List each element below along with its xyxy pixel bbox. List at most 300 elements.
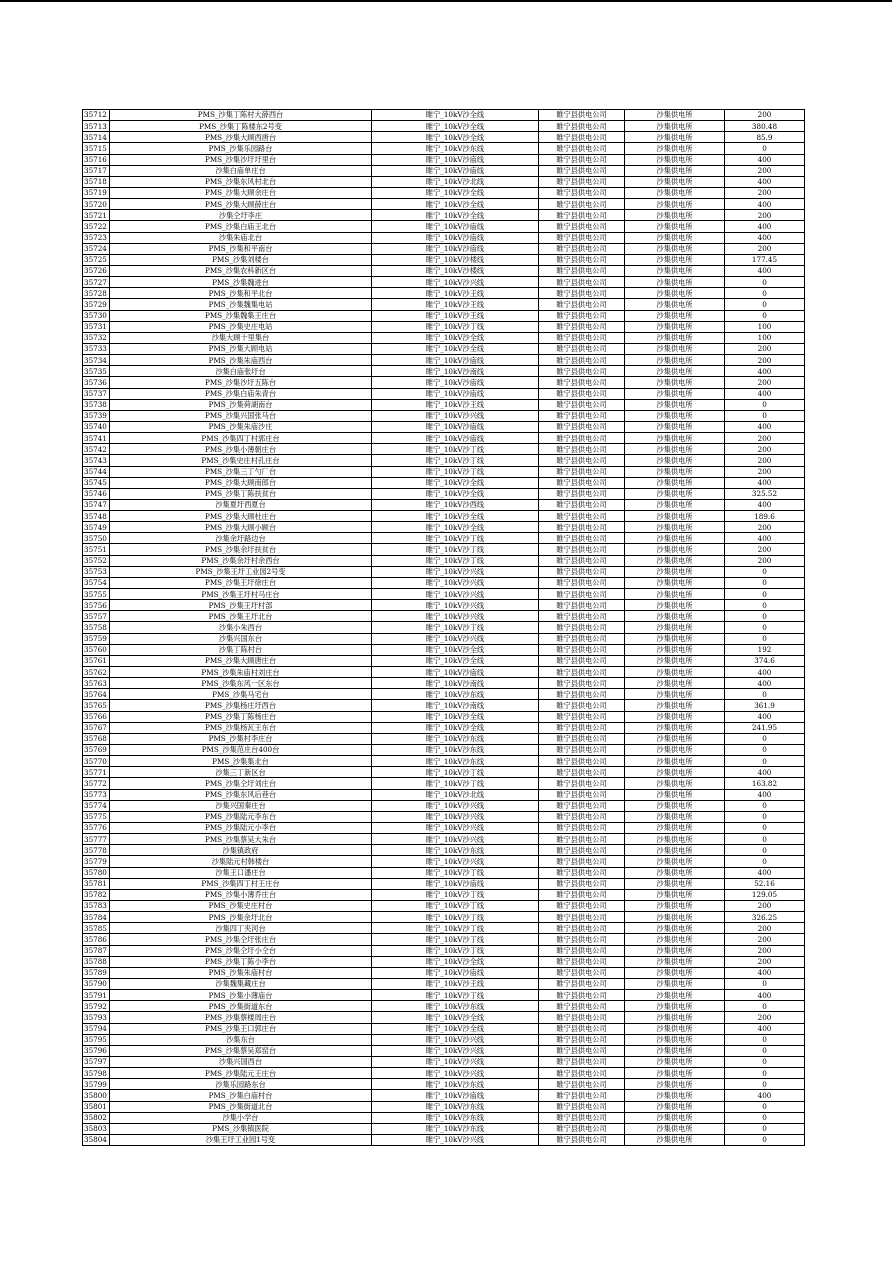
value-cell: 0 [725, 811, 805, 822]
office-cell: 沙集供电所 [625, 232, 725, 243]
office-cell: 沙集供电所 [625, 522, 725, 533]
table-row [83, 856, 805, 867]
company-cell: 睢宁县供电公司 [539, 221, 625, 232]
line-name-cell: 睢宁_10kV沙东线 [372, 1001, 539, 1012]
row-id-cell: 35742 [83, 444, 110, 455]
office-cell: 沙集供电所 [625, 967, 725, 978]
page-top-border [0, 0, 892, 2]
line-name-cell: 睢宁_10kV沙兴线 [372, 834, 539, 845]
office-cell: 沙集供电所 [625, 722, 725, 733]
row-id-cell: 35730 [83, 310, 110, 321]
table-row [83, 845, 805, 856]
row-id-cell: 35799 [83, 1079, 110, 1090]
line-name-cell: 睢宁_10kV沙东线 [372, 756, 539, 767]
table-row [83, 310, 805, 321]
table-row [83, 499, 805, 510]
company-cell: 睢宁县供电公司 [539, 1101, 625, 1112]
company-cell: 睢宁县供电公司 [539, 533, 625, 544]
office-cell: 沙集供电所 [625, 1056, 725, 1067]
company-cell: 睢宁县供电公司 [539, 288, 625, 299]
company-cell: 睢宁县供电公司 [539, 700, 625, 711]
line-name-cell: 睢宁_10kV沙兴线 [372, 800, 539, 811]
line-name-cell: 睢宁_10kV沙王线 [372, 978, 539, 989]
value-cell: 400 [725, 1023, 805, 1034]
office-cell: 沙集供电所 [625, 321, 725, 332]
row-id-cell: 35763 [83, 678, 110, 689]
value-cell: 400 [725, 967, 805, 978]
line-name-cell: 睢宁_10kV沙王线 [372, 288, 539, 299]
station-name-cell: 沙集丁陈村台 [110, 644, 372, 655]
line-name-cell: 睢宁_10kV沙东线 [372, 143, 539, 154]
row-id-cell: 35755 [83, 589, 110, 600]
table-row [83, 711, 805, 722]
company-cell: 睢宁县供电公司 [539, 1134, 625, 1145]
company-cell: 睢宁县供电公司 [539, 1068, 625, 1079]
value-cell: 100 [725, 321, 805, 332]
row-id-cell: 35749 [83, 522, 110, 533]
table-row [83, 1012, 805, 1023]
company-cell: 睢宁县供电公司 [539, 121, 625, 132]
line-name-cell: 睢宁_10kV沙全线 [372, 522, 539, 533]
value-cell: 400 [725, 867, 805, 878]
row-id-cell: 35734 [83, 355, 110, 366]
office-cell: 沙集供电所 [625, 110, 725, 121]
table-row [83, 611, 805, 622]
table-row [83, 154, 805, 165]
row-id-cell: 35781 [83, 878, 110, 889]
company-cell: 睢宁县供电公司 [539, 655, 625, 666]
table-row [83, 176, 805, 187]
line-name-cell: 睢宁_10kV沙兴线 [372, 589, 539, 600]
table-row [83, 1056, 805, 1067]
office-cell: 沙集供电所 [625, 1045, 725, 1056]
station-name-cell: PMS_沙集大顾西唐台 [110, 132, 372, 143]
row-id-cell: 35795 [83, 1034, 110, 1045]
row-id-cell: 35762 [83, 667, 110, 678]
station-name-cell: PMS_沙集白庙王北台 [110, 221, 372, 232]
line-name-cell: 睢宁_10kV沙兴线 [372, 1045, 539, 1056]
row-id-cell: 35771 [83, 767, 110, 778]
company-cell: 睢宁县供电公司 [539, 889, 625, 900]
table-row [83, 1101, 805, 1112]
line-name-cell: 睢宁_10kV沙东线 [372, 1123, 539, 1134]
office-cell: 沙集供电所 [625, 421, 725, 432]
row-id-cell: 35715 [83, 143, 110, 154]
row-id-cell: 35796 [83, 1045, 110, 1056]
value-cell: 200 [725, 355, 805, 366]
value-cell: 0 [725, 310, 805, 321]
office-cell: 沙集供电所 [625, 789, 725, 800]
table-row [83, 789, 805, 800]
table-row [83, 900, 805, 911]
table-row [83, 1001, 805, 1012]
table-row [83, 321, 805, 332]
row-id-cell: 35740 [83, 421, 110, 432]
station-name-cell: PMS_沙集杨瓦王东台 [110, 722, 372, 733]
row-id-cell: 35782 [83, 889, 110, 900]
table-row [83, 254, 805, 265]
company-cell: 睢宁县供电公司 [539, 1001, 625, 1012]
line-name-cell: 睢宁_10kV沙丁线 [372, 889, 539, 900]
row-id-cell: 35760 [83, 644, 110, 655]
company-cell: 睢宁县供电公司 [539, 923, 625, 934]
line-name-cell: 睢宁_10kV沙全线 [372, 132, 539, 143]
line-name-cell: 睢宁_10kV沙丁线 [372, 923, 539, 934]
company-cell: 睢宁县供电公司 [539, 667, 625, 678]
value-cell: 200 [725, 377, 805, 388]
station-name-cell: PMS_沙集仝圩张庄台 [110, 934, 372, 945]
row-id-cell: 35736 [83, 377, 110, 388]
table-row [83, 733, 805, 744]
office-cell: 沙集供电所 [625, 544, 725, 555]
row-id-cell: 35724 [83, 243, 110, 254]
station-name-cell: PMS_沙集四丁村郭庄台 [110, 433, 372, 444]
row-id-cell: 35717 [83, 165, 110, 176]
table-row [83, 355, 805, 366]
office-cell: 沙集供电所 [625, 745, 725, 756]
table-row [83, 934, 805, 945]
office-cell: 沙集供电所 [625, 154, 725, 165]
table-row [83, 678, 805, 689]
station-name-cell: PMS_沙集小薄乔庄台 [110, 889, 372, 900]
office-cell: 沙集供电所 [625, 934, 725, 945]
station-name-cell: PMS_沙集和平北台 [110, 288, 372, 299]
company-cell: 睢宁县供电公司 [539, 199, 625, 210]
station-name-cell: PMS_沙集朱庙村台 [110, 967, 372, 978]
row-id-cell: 35797 [83, 1056, 110, 1067]
station-name-cell: PMS_沙集东风村北台 [110, 176, 372, 187]
office-cell: 沙集供电所 [625, 811, 725, 822]
value-cell: 0 [725, 689, 805, 700]
line-name-cell: 睢宁_10kV沙北线 [372, 789, 539, 800]
company-cell: 睢宁县供电公司 [539, 1056, 625, 1067]
station-name-cell: 沙集四丁夹河台 [110, 923, 372, 934]
office-cell: 沙集供电所 [625, 878, 725, 889]
value-cell: 0 [725, 834, 805, 845]
value-cell: 0 [725, 611, 805, 622]
station-name-cell: PMS_沙集沙圩五陈台 [110, 377, 372, 388]
station-name-cell: 沙集兴国西台 [110, 1056, 372, 1067]
line-name-cell: 睢宁_10kV沙庙线 [372, 243, 539, 254]
table-row [83, 132, 805, 143]
value-cell: 200 [725, 544, 805, 555]
line-name-cell: 睢宁_10kV沙南线 [372, 700, 539, 711]
row-id-cell: 35726 [83, 265, 110, 276]
row-id-cell: 35756 [83, 600, 110, 611]
company-cell: 睢宁县供电公司 [539, 299, 625, 310]
line-name-cell: 睢宁_10kV沙丁线 [372, 900, 539, 911]
company-cell: 睢宁县供电公司 [539, 110, 625, 121]
station-name-cell: PMS_沙集朱庙村刘庄台 [110, 667, 372, 678]
value-cell: 0 [725, 1068, 805, 1079]
company-cell: 睢宁县供电公司 [539, 433, 625, 444]
table-row [83, 1123, 805, 1134]
company-cell: 睢宁县供电公司 [539, 1034, 625, 1045]
line-name-cell: 睢宁_10kV沙全线 [372, 655, 539, 666]
line-name-cell: 睢宁_10kV沙兴线 [372, 566, 539, 577]
value-cell: 400 [725, 154, 805, 165]
table-row [83, 878, 805, 889]
station-name-cell: PMS_沙集蔡楼周庄台 [110, 1012, 372, 1023]
line-name-cell: 睢宁_10kV沙兴线 [372, 1134, 539, 1145]
row-id-cell: 35712 [83, 110, 110, 121]
station-name-cell: PMS_沙集王口郭庄台 [110, 1023, 372, 1034]
table-row [83, 1079, 805, 1090]
table-row [83, 700, 805, 711]
office-cell: 沙集供电所 [625, 1034, 725, 1045]
line-name-cell: 睢宁_10kV沙全线 [372, 711, 539, 722]
station-name-cell: PMS_沙集陆元小李台 [110, 823, 372, 834]
table-row [83, 689, 805, 700]
line-name-cell: 睢宁_10kV沙丁线 [372, 321, 539, 332]
row-id-cell: 35727 [83, 277, 110, 288]
office-cell: 沙集供电所 [625, 221, 725, 232]
table-row [83, 533, 805, 544]
row-id-cell: 35757 [83, 611, 110, 622]
table-row [83, 1045, 805, 1056]
station-name-cell: PMS_沙集余圩村余西台 [110, 555, 372, 566]
office-cell: 沙集供电所 [625, 823, 725, 834]
row-id-cell: 35748 [83, 511, 110, 522]
company-cell: 睢宁县供电公司 [539, 399, 625, 410]
line-name-cell: 睢宁_10kV沙东线 [372, 689, 539, 700]
company-cell: 睢宁县供电公司 [539, 577, 625, 588]
line-name-cell: 睢宁_10kV沙东线 [372, 1079, 539, 1090]
station-name-cell: 沙集镇政府 [110, 845, 372, 856]
company-cell: 睢宁县供电公司 [539, 310, 625, 321]
line-name-cell: 睢宁_10kV沙庙线 [372, 878, 539, 889]
row-id-cell: 35738 [83, 399, 110, 410]
line-name-cell: 睢宁_10kV沙东线 [372, 1101, 539, 1112]
value-cell: 0 [725, 733, 805, 744]
table-row [83, 1034, 805, 1045]
value-cell: 380.48 [725, 121, 805, 132]
office-cell: 沙集供电所 [625, 767, 725, 778]
value-cell: 177.45 [725, 254, 805, 265]
station-name-cell: PMS_沙集街道北台 [110, 1101, 372, 1112]
station-name-cell: PMS_沙集仝圩小仝台 [110, 945, 372, 956]
office-cell: 沙集供电所 [625, 611, 725, 622]
table-row [83, 1068, 805, 1079]
row-id-cell: 35747 [83, 499, 110, 510]
station-name-cell: PMS_沙集乐园路台 [110, 143, 372, 154]
value-cell: 189.6 [725, 511, 805, 522]
station-name-cell: PMS_沙集丁陈村大薛西台 [110, 110, 372, 121]
station-name-cell: PMS_沙集王圩北台 [110, 611, 372, 622]
value-cell: 361.9 [725, 700, 805, 711]
row-id-cell: 35722 [83, 221, 110, 232]
office-cell: 沙集供电所 [625, 1134, 725, 1145]
line-name-cell: 睢宁_10kV沙全线 [372, 343, 539, 354]
company-cell: 睢宁县供电公司 [539, 767, 625, 778]
office-cell: 沙集供电所 [625, 499, 725, 510]
table-row [83, 466, 805, 477]
row-id-cell: 35775 [83, 811, 110, 822]
row-id-cell: 35788 [83, 956, 110, 967]
company-cell: 睢宁县供电公司 [539, 900, 625, 911]
table-row [83, 121, 805, 132]
office-cell: 沙集供电所 [625, 533, 725, 544]
line-name-cell: 睢宁_10kV沙全线 [372, 110, 539, 121]
value-cell: 0 [725, 566, 805, 577]
row-id-cell: 35770 [83, 756, 110, 767]
row-id-cell: 35743 [83, 455, 110, 466]
line-name-cell: 睢宁_10kV沙庙线 [372, 1090, 539, 1101]
line-name-cell: 睢宁_10kV沙丁线 [372, 622, 539, 633]
table-row [83, 622, 805, 633]
station-name-cell: PMS_沙集镇医院 [110, 1123, 372, 1134]
value-cell: 100 [725, 332, 805, 343]
company-cell: 睢宁县供电公司 [539, 823, 625, 834]
company-cell: 睢宁县供电公司 [539, 143, 625, 154]
line-name-cell: 睢宁_10kV沙庙线 [372, 433, 539, 444]
value-cell: 400 [725, 477, 805, 488]
company-cell: 睢宁县供电公司 [539, 745, 625, 756]
row-id-cell: 35793 [83, 1012, 110, 1023]
office-cell: 沙集供电所 [625, 778, 725, 789]
office-cell: 沙集供电所 [625, 243, 725, 254]
table-row [83, 945, 805, 956]
company-cell: 睢宁县供电公司 [539, 499, 625, 510]
station-name-cell: PMS_沙集王圩工业园2号变 [110, 566, 372, 577]
row-id-cell: 35791 [83, 990, 110, 1001]
line-name-cell: 睢宁_10kV沙兴线 [372, 410, 539, 421]
table-row [83, 544, 805, 555]
line-name-cell: 睢宁_10kV沙庙线 [372, 221, 539, 232]
line-name-cell: 睢宁_10kV沙全线 [372, 1012, 539, 1023]
station-name-cell: 沙集小朱西台 [110, 622, 372, 633]
row-id-cell: 35802 [83, 1112, 110, 1123]
line-name-cell: 睢宁_10kV沙庙线 [372, 232, 539, 243]
company-cell: 睢宁县供电公司 [539, 1012, 625, 1023]
company-cell: 睢宁县供电公司 [539, 912, 625, 923]
office-cell: 沙集供电所 [625, 845, 725, 856]
office-cell: 沙集供电所 [625, 577, 725, 588]
table-row [83, 210, 805, 221]
row-id-cell: 35720 [83, 199, 110, 210]
office-cell: 沙集供电所 [625, 889, 725, 900]
row-id-cell: 35777 [83, 834, 110, 845]
company-cell: 睢宁县供电公司 [539, 210, 625, 221]
company-cell: 睢宁县供电公司 [539, 477, 625, 488]
row-id-cell: 35765 [83, 700, 110, 711]
office-cell: 沙集供电所 [625, 1112, 725, 1123]
value-cell: 0 [725, 756, 805, 767]
station-name-cell: PMS_沙集兴国张马台 [110, 410, 372, 421]
station-name-cell: 沙集魏集藏庄台 [110, 978, 372, 989]
table-row [83, 867, 805, 878]
station-name-cell: 沙集陆元村韩楼台 [110, 856, 372, 867]
row-id-cell: 35768 [83, 733, 110, 744]
station-name-cell: 沙集仝圩李庄 [110, 210, 372, 221]
row-id-cell: 35741 [83, 433, 110, 444]
line-name-cell: 睢宁_10kV沙丁线 [372, 867, 539, 878]
office-cell: 沙集供电所 [625, 332, 725, 343]
table-row [83, 165, 805, 176]
value-cell: 0 [725, 1001, 805, 1012]
value-cell: 0 [725, 288, 805, 299]
office-cell: 沙集供电所 [625, 1068, 725, 1079]
row-id-cell: 35729 [83, 299, 110, 310]
row-id-cell: 35733 [83, 343, 110, 354]
office-cell: 沙集供电所 [625, 444, 725, 455]
table-row [83, 366, 805, 377]
station-name-cell: PMS_沙集小薄庙台 [110, 990, 372, 1001]
station-name-cell: PMS_沙集丁陈楼东2号变 [110, 121, 372, 132]
value-cell: 200 [725, 343, 805, 354]
row-id-cell: 35801 [83, 1101, 110, 1112]
company-cell: 睢宁县供电公司 [539, 165, 625, 176]
office-cell: 沙集供电所 [625, 377, 725, 388]
row-id-cell: 35766 [83, 711, 110, 722]
station-name-cell: PMS_沙集东风后巷台 [110, 789, 372, 800]
line-name-cell: 睢宁_10kV沙全线 [372, 488, 539, 499]
table-row [83, 455, 805, 466]
row-id-cell: 35723 [83, 232, 110, 243]
value-cell: 0 [725, 1079, 805, 1090]
row-id-cell: 35739 [83, 410, 110, 421]
line-name-cell: 睢宁_10kV沙全线 [372, 511, 539, 522]
row-id-cell: 35754 [83, 577, 110, 588]
company-cell: 睢宁县供电公司 [539, 934, 625, 945]
line-name-cell: 睢宁_10kV沙东线 [372, 1112, 539, 1123]
value-cell: 326.25 [725, 912, 805, 923]
company-cell: 睢宁县供电公司 [539, 834, 625, 845]
value-cell: 400 [725, 1090, 805, 1101]
row-id-cell: 35744 [83, 466, 110, 477]
value-cell: 200 [725, 956, 805, 967]
station-name-cell: PMS_沙集丁陈扶贫台 [110, 488, 372, 499]
office-cell: 沙集供电所 [625, 277, 725, 288]
office-cell: 沙集供电所 [625, 622, 725, 633]
line-name-cell: 睢宁_10kV沙王线 [372, 399, 539, 410]
table-row [83, 444, 805, 455]
company-cell: 睢宁县供电公司 [539, 187, 625, 198]
office-cell: 沙集供电所 [625, 132, 725, 143]
line-name-cell: 睢宁_10kV沙楼线 [372, 265, 539, 276]
line-name-cell: 睢宁_10kV沙丁线 [372, 444, 539, 455]
company-cell: 睢宁县供电公司 [539, 856, 625, 867]
value-cell: 200 [725, 455, 805, 466]
value-cell: 400 [725, 990, 805, 1001]
row-id-cell: 35792 [83, 1001, 110, 1012]
line-name-cell: 睢宁_10kV沙全线 [372, 477, 539, 488]
line-name-cell: 睢宁_10kV沙丁线 [372, 990, 539, 1001]
office-cell: 沙集供电所 [625, 600, 725, 611]
line-name-cell: 睢宁_10kV沙丁线 [372, 934, 539, 945]
office-cell: 沙集供电所 [625, 667, 725, 678]
company-cell: 睢宁县供电公司 [539, 756, 625, 767]
office-cell: 沙集供电所 [625, 466, 725, 477]
station-name-cell: PMS_沙集丁陈杨庄台 [110, 711, 372, 722]
company-cell: 睢宁县供电公司 [539, 711, 625, 722]
line-name-cell: 睢宁_10kV沙丁线 [372, 912, 539, 923]
table-row [83, 388, 805, 399]
office-cell: 沙集供电所 [625, 912, 725, 923]
company-cell: 睢宁县供电公司 [539, 466, 625, 477]
office-cell: 沙集供电所 [625, 199, 725, 210]
station-name-cell: PMS_沙集和平南台 [110, 243, 372, 254]
office-cell: 沙集供电所 [625, 733, 725, 744]
value-cell: 0 [725, 1134, 805, 1145]
line-name-cell: 睢宁_10kV沙兴线 [372, 1034, 539, 1045]
row-id-cell: 35764 [83, 689, 110, 700]
station-name-cell: PMS_沙集村李庄台 [110, 733, 372, 744]
line-name-cell: 睢宁_10kV沙丁线 [372, 555, 539, 566]
table-row [83, 811, 805, 822]
station-name-cell: 沙集三丁新区台 [110, 767, 372, 778]
office-cell: 沙集供电所 [625, 800, 725, 811]
